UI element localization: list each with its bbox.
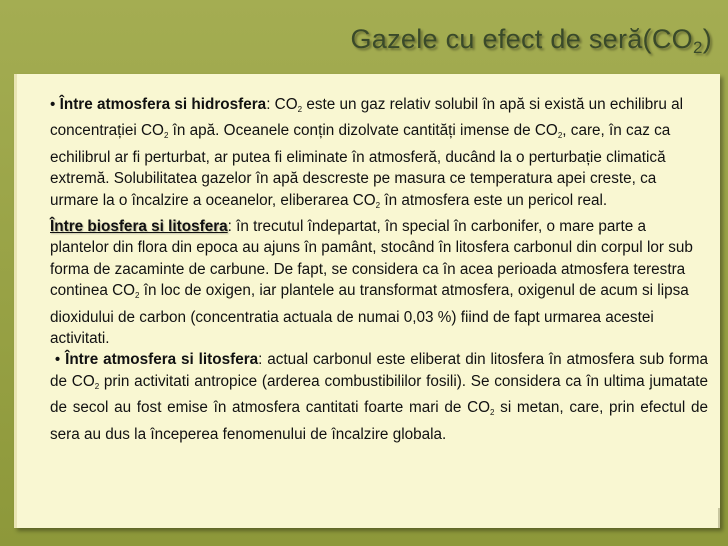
bullet: •: [50, 96, 56, 113]
text: : în trecutul îndepartat, în special în carbonifer, o mare parte a plantelor din flora din epoca au ajuns în pamânt, stocând în litosfera carbonul din corpul lor sub forma de zacaminte de carbune. De fapt, se considera ca în acea perioada atmosfera terestra continea CO: [50, 218, 693, 300]
slide-title-text: Gazele cu efect de seră(CO: [350, 24, 693, 54]
text: în loc de oxigen, iar plantele au transformat atmosfera, oxigenul de acum si lipsa dioxidului de carbon (concentratia actuala de numai 0,03 %) fiind de fapt urmarea acestei activitati.: [50, 282, 689, 348]
title-bar: [0, 0, 728, 74]
heading-atmosphere-lithosphere: Între atmosfera si litosfera: [65, 351, 259, 369]
heading-atmosphere-hydrosphere: Între atmosfera si hidrosfera: [59, 96, 267, 113]
text: este un gaz relativ solubil în apă si există un echilibru al concentrației CO: [50, 96, 684, 140]
paragraph-atmosphere-lithosphere: [50, 349, 708, 445]
text: în atmosfera este un pericol real.: [380, 191, 608, 209]
bullet: •: [54, 351, 61, 369]
subscript: 2: [94, 381, 100, 391]
text: prin activitati antropice (arderea combustibililor fosili). Se considera ca în ultima jumatate de secol au fost emise în atmosfera cantitati foarte mari de CO: [50, 372, 708, 417]
panel-edge: [14, 74, 17, 528]
subscript: 2: [375, 200, 381, 210]
text: si metan, care, prin efectul de sera au dus la începerea fenomenului de încalzire globala.: [50, 399, 708, 443]
slide-title: [350, 24, 712, 58]
heading-biosphere-lithosphere: Între biosfera si litosfera: [50, 218, 228, 236]
text: : CO: [266, 96, 298, 113]
subscript: 2: [297, 105, 303, 114]
corner-decoration: [718, 508, 720, 528]
text: , care, în caz ca echilibrul ar fi perturbat, ar putea fi eliminate în atmosferă, ducând la o perturbație climatică extremă. Solubilitatea gazelor în apă descreste pe masura ce temperatura apei creste, ca urmare la o încalzire a oceanelor, eliberarea CO: [50, 122, 671, 209]
slide-title-subscript: 2: [692, 38, 703, 57]
subscript: 2: [557, 131, 563, 141]
paragraph-biosphere-lithosphere: [50, 216, 708, 349]
slide-title-close: ): [702, 24, 712, 54]
subscript: 2: [163, 131, 169, 141]
paragraph-atmosphere-hydrosphere: [50, 94, 708, 216]
subscript: 2: [135, 291, 140, 301]
text: în apă. Oceanele conțin dizolvate cantități imense de CO: [168, 122, 558, 140]
text: : actual carbonul este eliberat din litosfera în atmosfera sub forma de CO: [50, 351, 709, 390]
content-text: [50, 94, 708, 445]
subscript: 2: [490, 408, 495, 418]
